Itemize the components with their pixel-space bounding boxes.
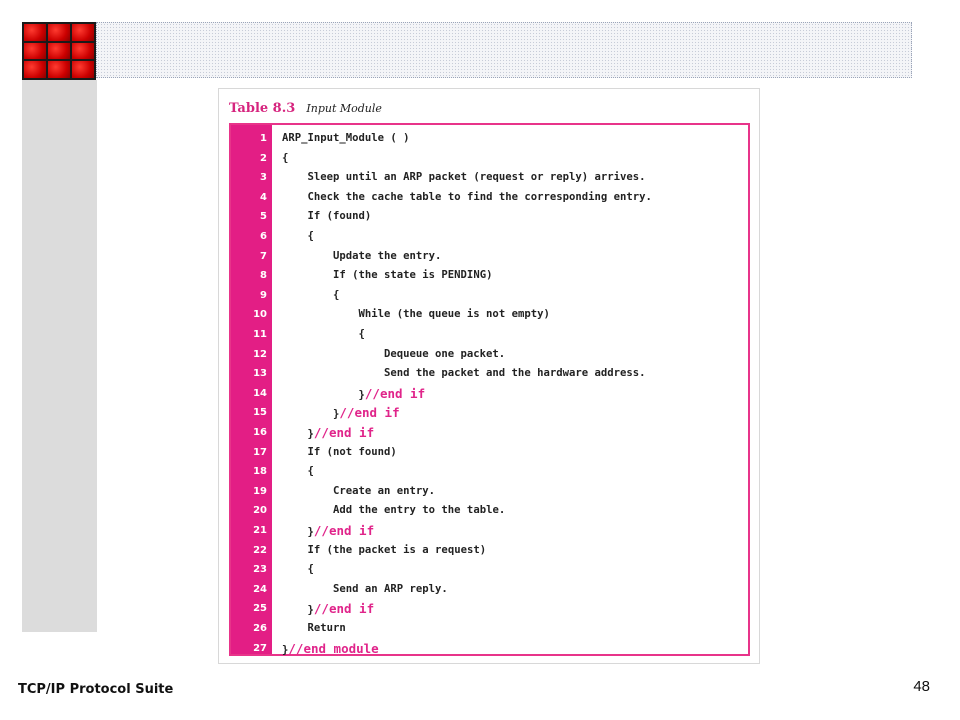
line-number: 19 <box>253 485 267 497</box>
line-number: 5 <box>260 211 267 223</box>
table-figure <box>218 88 760 664</box>
code-text <box>359 384 426 406</box>
line-number: 25 <box>253 603 267 615</box>
code-text <box>333 266 492 286</box>
code-comment: //end if <box>313 425 375 440</box>
code-comment: //end if <box>313 601 375 617</box>
code-statement: ARP_Input_Module ( ) <box>282 132 410 144</box>
code-comment: //end if <box>339 405 400 421</box>
side-bar <box>22 80 97 632</box>
code-line <box>231 384 748 404</box>
code-statement: { <box>307 563 314 576</box>
line-number: 22 <box>253 544 267 556</box>
code-line <box>231 305 748 325</box>
code-line <box>231 227 748 247</box>
code-statement: { <box>307 230 314 242</box>
code-text <box>333 286 339 306</box>
code-statement: Update the entry. <box>333 249 442 262</box>
code-text <box>282 639 379 661</box>
code-statement: Dequeue one packet. <box>384 347 506 360</box>
line-number: 27 <box>253 642 267 654</box>
code-line <box>231 423 748 443</box>
code-statement: If (not found) <box>307 445 397 458</box>
code-comment: //end if <box>364 385 426 401</box>
code-text <box>308 207 372 227</box>
line-number: 4 <box>260 191 267 203</box>
code-text <box>308 188 652 208</box>
code-line <box>231 345 748 365</box>
code-statement: } <box>307 428 314 440</box>
code-statement: Create an entry. <box>333 484 436 497</box>
code-text <box>308 423 375 445</box>
code-statement: } <box>333 408 340 421</box>
table-title: Input Module <box>306 102 382 115</box>
code-statement: If (the state is PENDING) <box>333 269 493 282</box>
line-number: 16 <box>253 427 267 438</box>
code-text <box>359 305 550 325</box>
code-text <box>282 129 410 149</box>
code-line <box>231 129 748 149</box>
line-number: 20 <box>253 505 267 517</box>
code-text <box>308 619 346 639</box>
table-caption <box>229 97 382 116</box>
code-line <box>231 619 748 639</box>
code-text <box>333 403 400 425</box>
code-line <box>231 188 748 208</box>
code-comment: //end if <box>313 523 375 538</box>
code-statement: } <box>358 388 365 401</box>
code-text <box>308 521 375 543</box>
code-listing <box>229 123 750 656</box>
code-statement: If (found) <box>307 210 372 223</box>
code-comment: //end module <box>288 640 379 656</box>
line-number: 13 <box>253 368 267 380</box>
code-statement: } <box>282 643 289 656</box>
code-line <box>231 266 748 286</box>
code-line <box>231 521 748 541</box>
code-statement: { <box>333 288 340 301</box>
code-line <box>231 286 748 306</box>
code-statement: { <box>307 465 314 478</box>
code-line <box>231 207 748 227</box>
page-number: 48 <box>913 678 930 695</box>
code-statement: Add the entry to the table. <box>333 504 506 517</box>
code-statement: If (the packet is a request) <box>307 543 487 556</box>
code-text <box>333 580 448 600</box>
line-number: 9 <box>260 289 267 301</box>
code-text <box>308 560 314 580</box>
code-text <box>308 227 314 247</box>
code-statement: Return <box>307 622 346 634</box>
line-number: 26 <box>253 623 267 634</box>
line-number: 10 <box>253 309 267 321</box>
slide-logo-grid <box>22 22 96 80</box>
code-text <box>308 541 487 561</box>
line-number: 3 <box>260 172 267 184</box>
code-line <box>231 560 748 580</box>
line-number: 14 <box>253 387 267 399</box>
code-statement: Send the packet and the hardware address. <box>384 367 646 380</box>
line-number: 15 <box>253 407 267 419</box>
code-line <box>231 149 748 169</box>
table-number: Table 8.3 <box>229 101 296 116</box>
code-statement: { <box>358 328 365 340</box>
code-text <box>333 247 441 267</box>
code-line <box>231 541 748 561</box>
code-statement: While (the queue is not empty) <box>358 308 550 321</box>
line-number: 24 <box>253 583 267 595</box>
code-text <box>308 168 646 188</box>
code-line <box>231 482 748 502</box>
code-text <box>384 364 646 384</box>
line-number: 18 <box>253 466 267 478</box>
line-number: 23 <box>253 564 267 576</box>
code-text <box>359 325 365 345</box>
code-statement: } <box>307 604 314 617</box>
line-number: 8 <box>260 270 267 282</box>
code-statement: } <box>307 526 314 538</box>
line-number: 1 <box>260 133 267 144</box>
code-statement: { <box>282 151 289 164</box>
code-line <box>231 462 748 482</box>
code-line <box>231 443 748 463</box>
code-statement: Sleep until an ARP packet (request or reply) arrives. <box>307 171 646 184</box>
header-band <box>96 22 912 78</box>
code-line <box>231 580 748 600</box>
code-text <box>308 599 375 621</box>
footer-title: TCP/IP Protocol Suite <box>18 682 174 697</box>
line-number: 21 <box>253 525 267 536</box>
line-number: 7 <box>260 250 267 262</box>
code-line <box>231 403 748 423</box>
code-line <box>231 639 748 659</box>
code-line <box>231 501 748 521</box>
code-statement: Send an ARP reply. <box>333 582 448 595</box>
code-line <box>231 168 748 188</box>
line-number: 11 <box>253 329 267 340</box>
code-line <box>231 599 748 619</box>
code-line <box>231 247 748 267</box>
code-text <box>333 501 505 521</box>
line-number: 17 <box>253 446 267 458</box>
code-line <box>231 325 748 345</box>
line-number: 2 <box>260 152 267 164</box>
line-number: 6 <box>260 231 267 242</box>
code-line <box>231 364 748 384</box>
code-text <box>308 462 314 482</box>
code-text <box>308 443 397 463</box>
code-text <box>333 482 435 502</box>
code-text <box>282 149 288 169</box>
code-text <box>384 345 505 365</box>
line-number: 12 <box>253 348 267 360</box>
code-statement: Check the cache table to find the corresponding entry. <box>307 190 652 203</box>
